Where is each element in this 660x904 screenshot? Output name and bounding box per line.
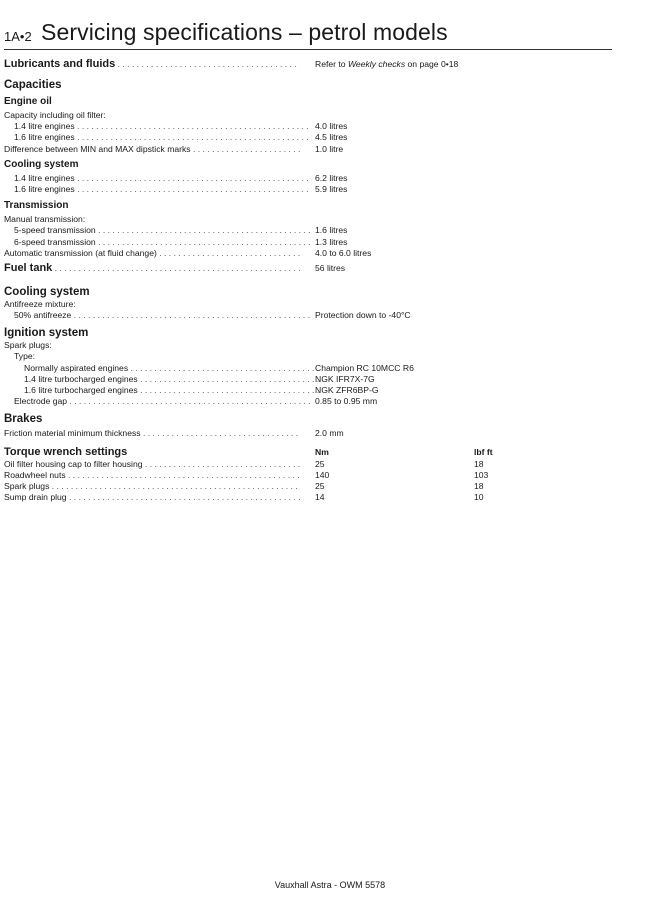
torque-col-lbf: lbf ft: [474, 446, 493, 457]
spec-row: 1.6 litre engines . . . 5.9 litres: [4, 184, 604, 195]
table-row: Oil filter housing cap to filter housing . . . 25 18: [4, 459, 604, 470]
brakes-heading: Brakes: [4, 413, 43, 426]
spec-row: 1.6 litre turbocharged engines . . . NGK ZFR6BP-G: [4, 385, 604, 396]
table-row: Sump drain plug . . . 14 10: [4, 492, 604, 503]
spec-row: Normally aspirated engines . . . Champion RC 10MCC R6: [4, 363, 604, 374]
type-label: Type:: [14, 351, 36, 362]
engine-oil-heading: Engine oil: [4, 96, 52, 107]
spec-row: Friction material minimum thickness . . . 2.0 mm: [4, 428, 604, 439]
spec-row: 1.4 litre engines . . . 6.2 litres: [4, 173, 604, 184]
fuel-tank-value: 56 litres: [315, 262, 346, 273]
engine-oil-intro: Capacity including oil filter:: [4, 110, 106, 120]
capacities-heading: Capacities: [4, 79, 62, 91]
weekly-checks-ref: Weekly checks: [347, 59, 406, 69]
spec-row: Automatic transmission (at fluid change) . . . 4.0 to 6.0 litres: [4, 248, 604, 259]
cooling-system-heading: Cooling system: [4, 285, 90, 298]
spec-row: 50% antifreeze . . . Protection down to -40°C: [4, 310, 604, 321]
spec-row: 1.4 litre turbocharged engines . . . NGK IFR7X-7G: [4, 374, 604, 385]
transmission-heading: Transmission: [4, 200, 69, 212]
transmission-intro: Manual transmission:: [4, 214, 86, 225]
spec-row: 5-speed transmission . . . 1.6 litres: [4, 225, 604, 236]
torque-heading: Torque wrench settings: [4, 445, 128, 458]
spark-plugs-intro: Spark plugs:: [4, 340, 52, 351]
fuel-tank-label: Fuel tank: [4, 261, 53, 274]
page-footer: Vauxhall Astra - OWM 5578: [274, 880, 386, 890]
page-header: [4, 17, 612, 50]
antifreeze-intro: Antifreeze mixture:: [4, 298, 76, 309]
page-title: Servicing specifications – petrol models: [41, 19, 448, 45]
page-number: 1A•2: [4, 29, 32, 44]
ignition-heading: Ignition system: [4, 327, 89, 340]
fuel-tank-row: [4, 261, 604, 275]
spec-row: 6-speed transmission . . . 1.3 litres: [4, 237, 604, 248]
lubricants-row: [4, 57, 604, 71]
spec-content: [4, 57, 604, 503]
lubricants-value: Refer to Weekly checks on page 0•18: [315, 59, 459, 69]
lubricants-label: Lubricants and fluids: [4, 58, 116, 70]
cooling-capacity-heading: Cooling system: [4, 158, 79, 170]
spec-row: Difference between MIN and MAX dipstick marks . . . 1.0 litre: [4, 144, 604, 155]
torque-header-row: [4, 445, 604, 459]
table-row: Spark plugs . . . 25 18: [4, 481, 604, 492]
table-row: Roadwheel nuts . . . 140 103: [4, 470, 604, 481]
spec-row: 1.4 litre engines . . . 4.0 litres: [4, 121, 604, 132]
spec-row: 1.6 litre engines . . . 4.5 litres: [4, 132, 604, 143]
spec-row: Electrode gap . . . 0.85 to 0.95 mm: [4, 396, 604, 407]
torque-col-nm: Nm: [315, 446, 329, 457]
